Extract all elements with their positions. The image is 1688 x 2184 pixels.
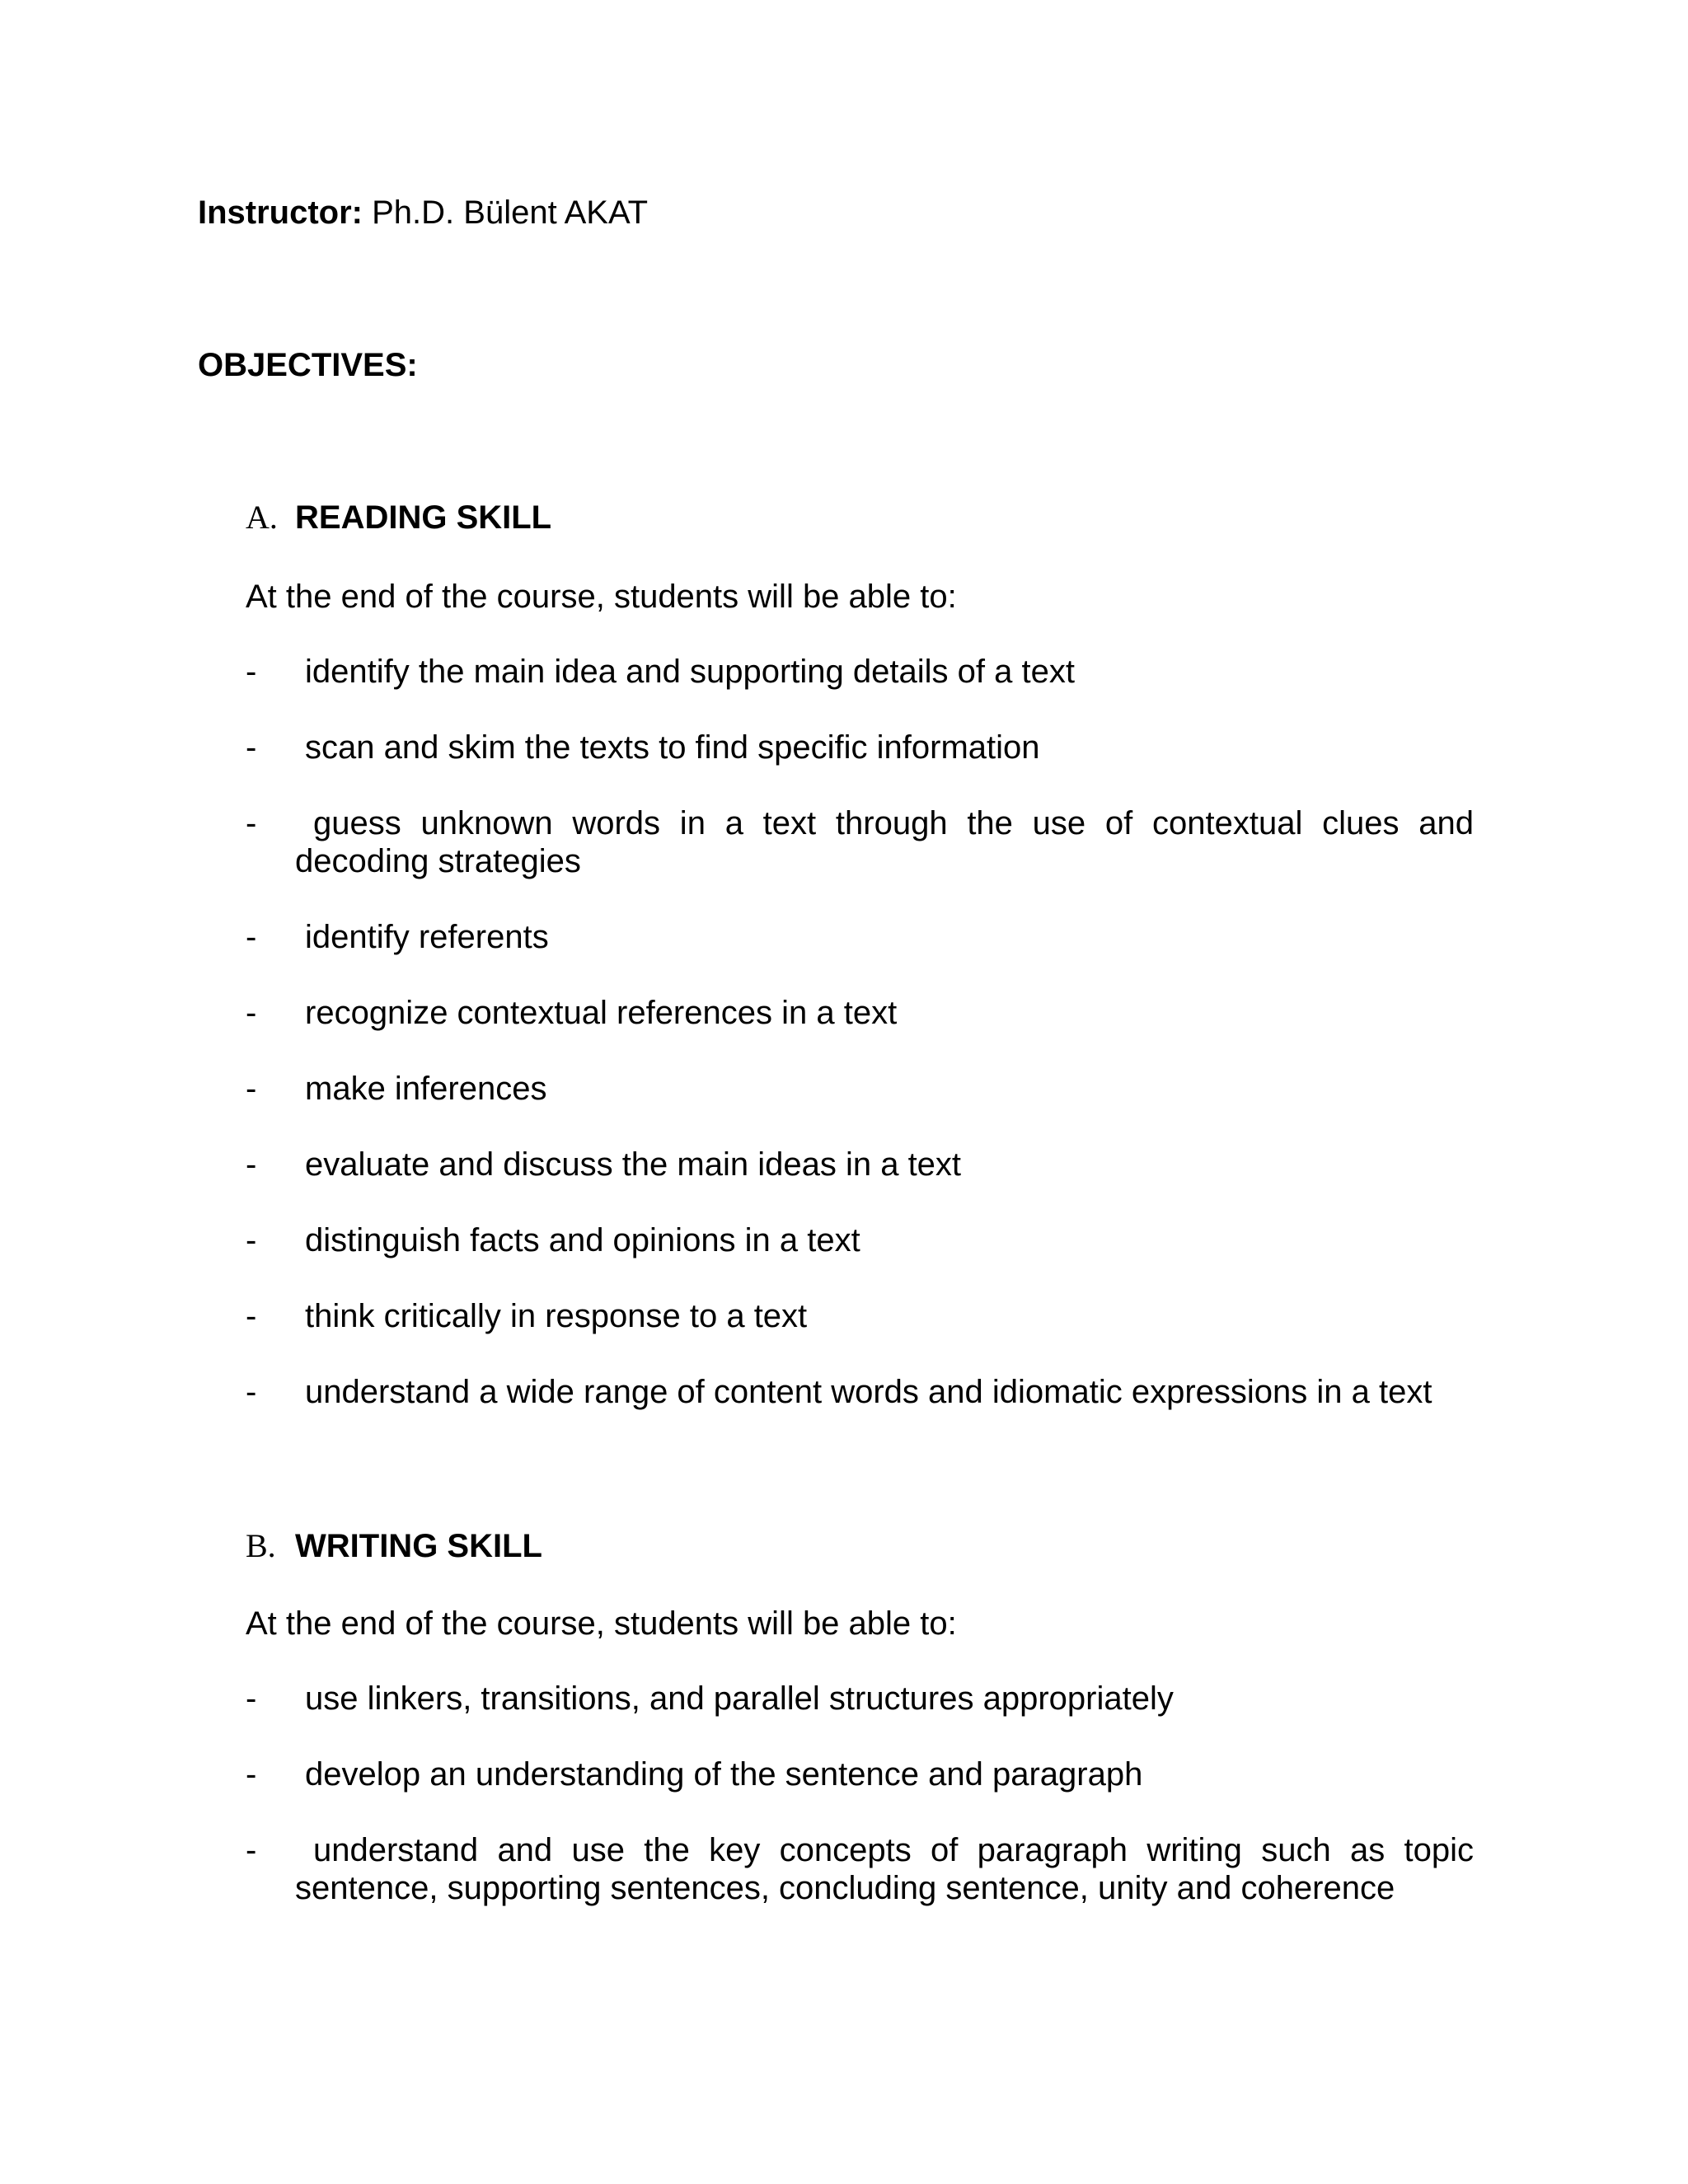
list-item [246, 1221, 1474, 1259]
list-item-text: think critically in response to a text [305, 1298, 808, 1334]
list-item [246, 1297, 1474, 1335]
bullet-dash: - [246, 919, 257, 955]
list-item-text: distinguish facts and opinions in a text [305, 1222, 860, 1258]
list-item [246, 1146, 1474, 1183]
list-item-text: guess unknown words in a text through the use of contextual clues and decoding strategies [295, 805, 1474, 879]
list-item-text: develop an understanding of the sentence and paragraph [305, 1756, 1143, 1793]
bullet-dash: - [246, 1374, 257, 1410]
section-intro: At the end of the course, students will be able to: [246, 579, 957, 615]
bullet-dash: - [246, 1298, 257, 1334]
section-intro: At the end of the course, students will be able to: [246, 1605, 957, 1642]
instructor-label: Instructor: [198, 194, 363, 231]
list-item [246, 1373, 1474, 1411]
list-item-text: identify the main idea and supporting details of a text [305, 654, 1075, 690]
list-item [246, 1755, 1474, 1793]
bullet-dash: - [246, 1680, 257, 1717]
section-title: READING SKILL [295, 499, 552, 536]
bullet-dash: - [246, 1071, 257, 1107]
section-letter: A. [246, 499, 278, 536]
list-item-text: identify referents [305, 919, 549, 955]
instructor-name: Ph.D. Bülent AKAT [372, 194, 649, 231]
list-item-text: understand a wide range of content words and idiomatic expressions in a text [305, 1374, 1432, 1410]
section-title: WRITING SKILL [295, 1528, 542, 1564]
list-item [246, 804, 1474, 880]
list-item-text: use linkers, transitions, and parallel structures appropriately [305, 1680, 1174, 1717]
bullet-dash: - [246, 995, 257, 1031]
list-item-text: understand and use the key concepts of paragraph writing such as topic sentence, supporting sentences, concluding sentence, unity and coherence [295, 1832, 1474, 1906]
instructor-line [198, 193, 648, 232]
list-item [246, 1070, 1474, 1108]
list-item [246, 729, 1474, 766]
list-item [246, 1680, 1474, 1718]
list-item-text: scan and skim the texts to find specific information [305, 729, 1040, 766]
list-item [246, 1831, 1474, 1907]
section-heading-writing [246, 1526, 542, 1566]
list-item-text: make inferences [305, 1071, 547, 1107]
list-item-text: evaluate and discuss the main ideas in a text [305, 1146, 962, 1183]
section-letter: B. [246, 1527, 276, 1564]
bullet-dash: - [246, 1146, 257, 1183]
bullet-dash: - [246, 805, 257, 841]
list-item-text: recognize contextual references in a text [305, 995, 898, 1031]
bullet-dash: - [246, 1756, 257, 1793]
list-item [246, 994, 1474, 1032]
objectives-heading: OBJECTIVES: [198, 347, 418, 383]
list-item [246, 653, 1474, 691]
bullet-dash: - [246, 1222, 257, 1258]
bullet-dash: - [246, 654, 257, 690]
bullet-dash: - [246, 1832, 257, 1868]
list-item [246, 918, 1474, 956]
bullet-dash: - [246, 729, 257, 766]
section-heading-reading [246, 498, 551, 537]
